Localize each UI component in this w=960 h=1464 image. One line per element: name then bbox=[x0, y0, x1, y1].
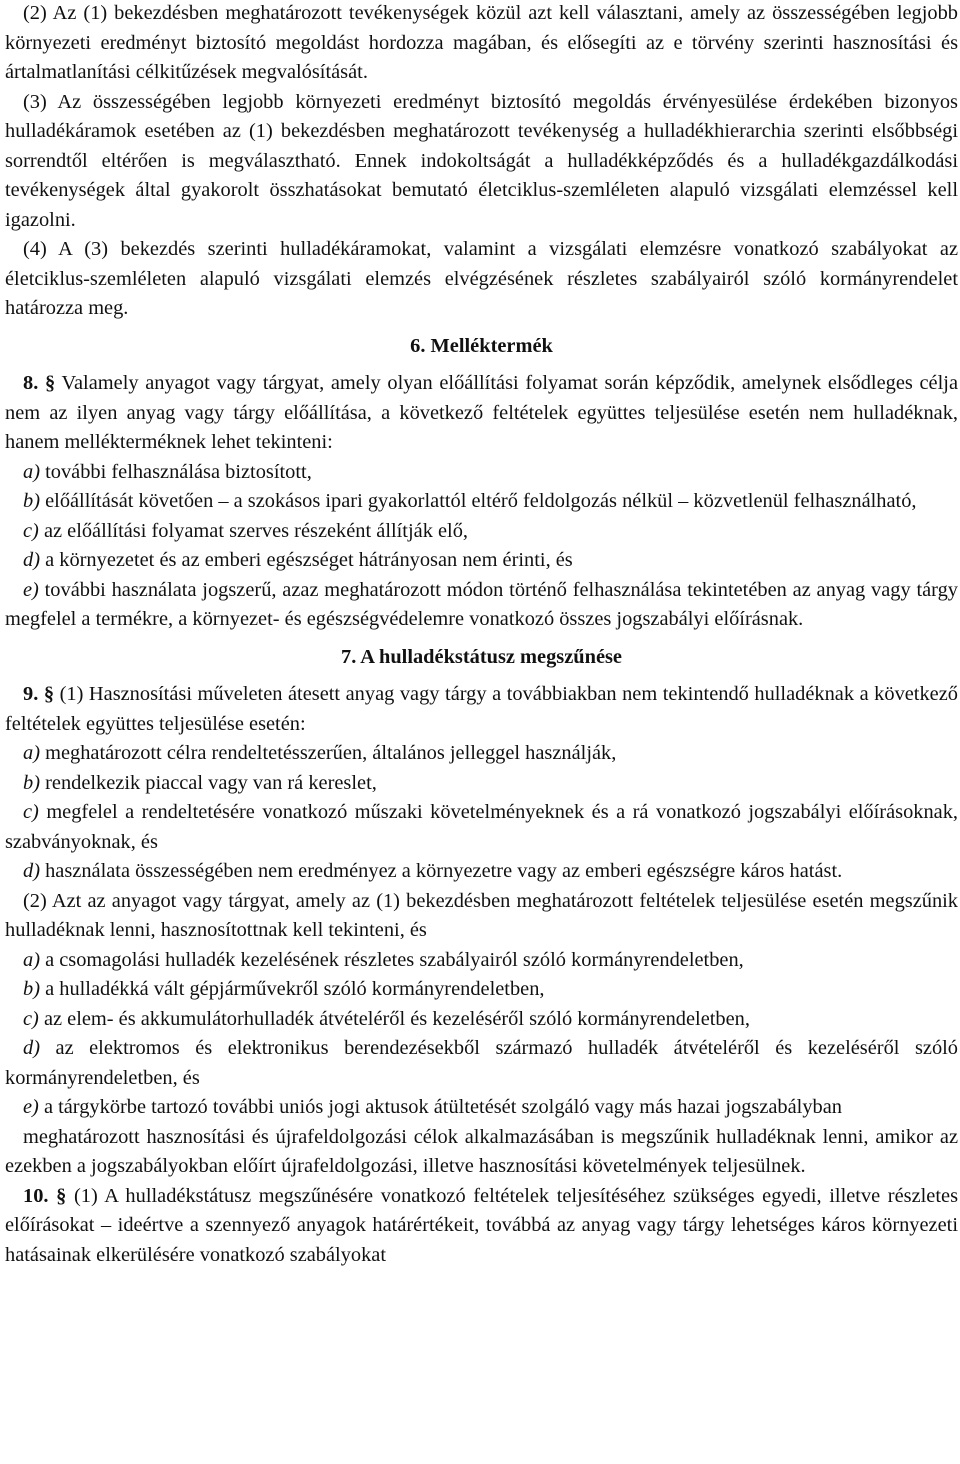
list-item: a) meghatározott célra rendeltetésszerűen, általános jelleggel használják, bbox=[23, 742, 617, 764]
list-item: c) az elem- és akkumulátorhulladék átvételéről és kezeléséről szóló kormányrendeletben, bbox=[23, 1007, 750, 1030]
list-item: b) a hulladékká vált gépjárművekről szóló kormányrendeletben, bbox=[23, 978, 545, 1000]
list-item: e) további használata jogszerű, azaz meghatározott módon történő felhasználása tekintetében az anyag vagy tárgy megfelel a termékre, a környezet- és egészségvédelemre vonatkozó összes jogszabályi előírásnak. bbox=[5, 578, 958, 630]
paragraph-7-2: (2) Az (1) bekezdésben meghatározott tevékenységek közül azt kell választani, amely az összességében legjobb környezeti eredményt biztosító megoldást hordozza magában, és elősegíti az e törvény szerinti hasznosítási és ártalmatlanítási célkitűzések megvalósítását. bbox=[5, 2, 958, 83]
list-item: c) megfelel a rendeltetésére vonatkozó műszaki követelményeknek és a rá vonatkozó jogszabályi előírásoknak, szabványoknak, és bbox=[5, 801, 958, 853]
paragraph-8-intro bbox=[5, 369, 958, 458]
paragraph-text: Valamely anyagot vagy tárgyat, amely olyan előállítási folyamat során képződik, amelynek elsődleges célja nem az ilyen anyag vagy tárgy előállítása, a következő feltételek együttes teljesülése esetén nem hulladéknak, hanem mellékterméknek lehet tekinteni: bbox=[5, 372, 958, 453]
section-sign: § bbox=[56, 1184, 67, 1207]
section-heading-7: 7. A hulladékstátusz megszűnése bbox=[341, 645, 622, 668]
section-sign: § bbox=[45, 372, 56, 394]
list-item: b) előállítását követően – a szokásos ipari gyakorlattól eltérő feldolgozás nélkül – közvetlenül felhasználható, bbox=[23, 490, 917, 512]
section-heading-6: 6. Melléktermék bbox=[410, 334, 553, 357]
paragraph-number: 10. bbox=[23, 1184, 49, 1207]
paragraph-text: (1) Hasznosítási műveleten átesett anyag vagy tárgy a továbbiakban nem tekintendő hulladéknak a következő feltételek együttes teljesülése esetén: bbox=[5, 683, 958, 735]
paragraph-number: 9. bbox=[23, 683, 39, 705]
paragraph-9-closing: meghatározott hasznosítási és újrafeldolgozási célok alkalmazásában is megszűnik hulladéknak lenni, amikor az ezekben a jogszabályokban előírt újrafeldolgozási, illetve hasznosítási követelmények teljesülnek. bbox=[5, 1125, 958, 1177]
list-item: e) a tárgykörbe tartozó további uniós jogi aktusok átültetését szolgáló vagy más hazai jogszabályban bbox=[23, 1096, 842, 1118]
paragraph-7-3: (3) Az összességében legjobb környezeti eredményt biztosító megoldás érvényesülése érdekében bizonyos hulladékáramok esetében az (1) bekezdésben meghatározott tevékenység a hulladékhierarchia szerinti elsőbbségi sorrendtől eltérően is megválasztható. Ennek indokoltságát a hulladékképződés és a hulladékgazdálkodási tevékenységek által gyakorolt összhatásokat bemutató életciklus-szemléleten alapuló vizsgálati elemzéssel kell igazolni. bbox=[5, 90, 958, 231]
list-item: a) a csomagolási hulladék kezelésének részletes szabályairól szóló kormányrendeletben, bbox=[23, 948, 744, 971]
list-item: d) az elektromos és elektronikus berendezésekből származó hulladék átvételéről és kezeléséről szóló kormányrendeletben, és bbox=[5, 1037, 958, 1089]
paragraph-9-2: (2) Azt az anyagot vagy tárgyat, amely az (1) bekezdésben meghatározott feltételek teljesülése esetén megszűnik hulladéknak lenni, hasznosítottnak kell tekinteni, és bbox=[5, 889, 958, 941]
list-item: a) további felhasználása biztosított, bbox=[23, 460, 312, 483]
paragraph-10-intro bbox=[5, 1182, 958, 1271]
paragraph-text: (1) A hulladékstátusz megszűnésére vonatkozó feltételek teljesítéséhez szükséges egyedi, illetve részletes előírásokat – ideértve a szennyező anyagok határértékeit, továbbá az anyag vagy tárgy lehetséges káros környezeti hatásainak elkerülésére vonatkozó szabályokat bbox=[5, 1184, 958, 1266]
section-sign: § bbox=[43, 683, 55, 705]
paragraph-9-intro bbox=[5, 680, 958, 739]
list-item: d) használata összességében nem eredményez a környezetre vagy az emberi egészségre káros hatást. bbox=[23, 860, 843, 882]
list-item: d) a környezetet és az emberi egészséget hátrányosan nem érinti, és bbox=[23, 549, 573, 571]
paragraph-7-4: (4) A (3) bekezdés szerinti hulladékáramokat, valamint a vizsgálati elemzésre vonatkozó szabályokat az életciklus-szemléleten alapuló vizsgálati elemzés elvégzésének részletes szabályairól szóló kormányrendelet határozza meg. bbox=[5, 238, 958, 319]
paragraph-number: 8. bbox=[23, 372, 39, 394]
list-item: c) az előállítási folyamat szerves részeként állítják elő, bbox=[23, 519, 468, 542]
list-item: b) rendelkezik piaccal vagy van rá kereslet, bbox=[23, 771, 377, 794]
